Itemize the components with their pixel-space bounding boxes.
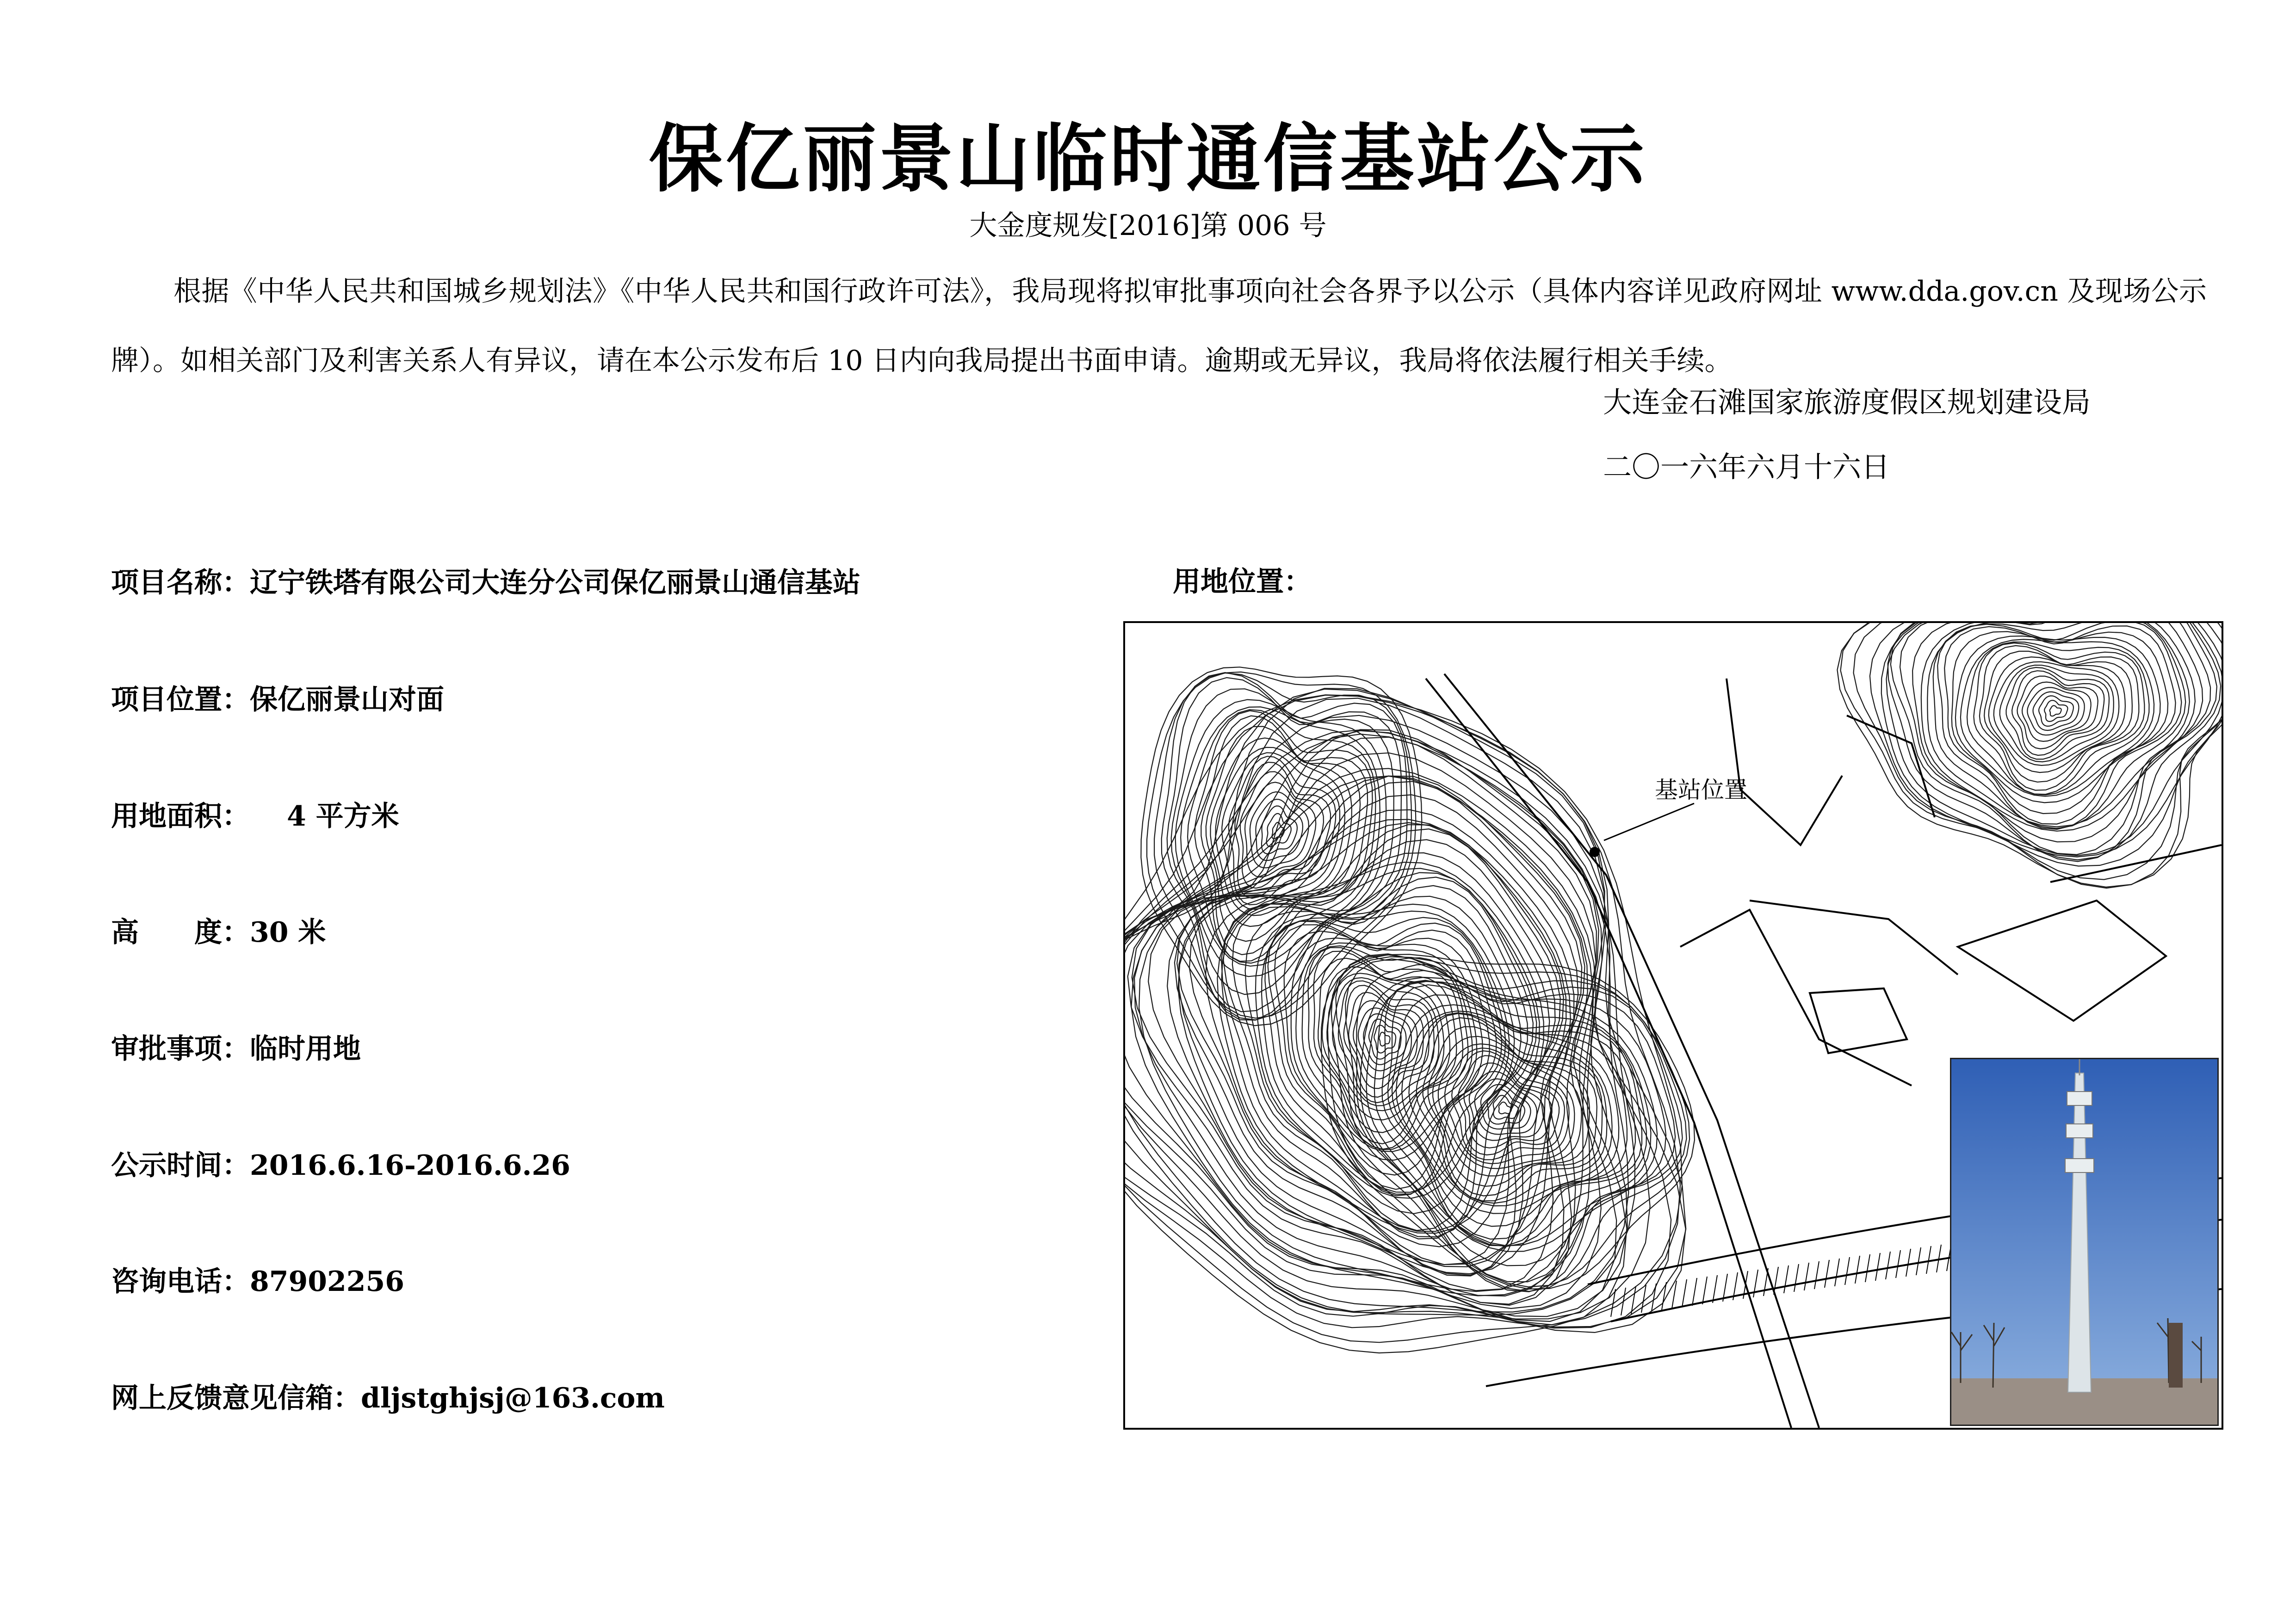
base-station-label: 基站位置 (1655, 777, 1747, 803)
road-hatch (1753, 1270, 1758, 1297)
road-hatch (1825, 1260, 1829, 1288)
road-hatch (1906, 1249, 1911, 1277)
info-value: 保亿丽景山对面 (250, 684, 444, 716)
notice-body: 根据《中华人民共和国城乡规划法》《中华人民共和国行政许可法》，我局现将拟审批事项向社会各界予以公示（具体内容详见政府网址 www.dda.gov.cn 及现场公示牌）。如相关部门及利害关系人有异议，请在本公示发布后 10 日内向我局提出书面申请。逾期或无异议，我局将依法履行相关手续。 (111, 275, 2207, 377)
info-publicity-period (111, 1143, 570, 1183)
contour-line (1125, 731, 1628, 1317)
issuing-authority: 大连金石滩国家旅游度假区规划建设局 (1603, 385, 2091, 419)
road-hatch (1855, 1256, 1860, 1284)
contour-line (2017, 676, 2098, 749)
info-label: 网上反馈意见信箱： (111, 1382, 361, 1414)
road-hatch (1764, 1268, 1768, 1296)
road-hatch (1692, 1278, 1697, 1306)
info-value: dljstghjsj@163.com (361, 1382, 665, 1414)
road-hatch (1875, 1253, 1880, 1281)
road-hatch (1641, 1285, 1646, 1313)
info-label: 公示时间： (111, 1149, 250, 1182)
contour-line (1891, 623, 2217, 862)
issue-date: 二〇一六年六月十六日 (1603, 450, 1890, 484)
road-hatch (1784, 1265, 1789, 1293)
info-approval-item (111, 1027, 361, 1067)
info-land-area (111, 794, 399, 834)
info-label: 高 度： (111, 916, 250, 949)
document-number: 大金度规发[2016]第 006 号 (969, 210, 1327, 242)
road-hatch (1845, 1257, 1850, 1285)
contour-line (1956, 636, 2160, 802)
road-hatch (1926, 1246, 1931, 1274)
info-phone (111, 1259, 404, 1299)
contour-line (1493, 1095, 1519, 1119)
road-hatch (1865, 1254, 1870, 1282)
road-hatch (1886, 1252, 1890, 1279)
info-label: 用地面积： (111, 800, 250, 833)
contour-line (1980, 646, 2139, 790)
tower-photo (1950, 1058, 2219, 1426)
info-value: 30 米 (250, 916, 326, 949)
info-value: 87902256 (250, 1265, 404, 1298)
contour-line (1267, 814, 1291, 847)
road-hatch (1662, 1282, 1666, 1310)
road-hatch (1621, 1288, 1626, 1315)
contour-line (2050, 706, 2061, 716)
road-hatch (1835, 1259, 1839, 1286)
road-hatch (1774, 1267, 1778, 1295)
site-location-label: 用地位置： (1173, 566, 1312, 598)
road-hatch (1682, 1279, 1687, 1307)
info-value: 4 平方米 (287, 800, 399, 833)
road-hatch (1794, 1264, 1799, 1292)
contour-line (2044, 700, 2067, 722)
contour-line (1148, 795, 1578, 1290)
contour-line (1232, 886, 1528, 1231)
info-value: 临时用地 (250, 1033, 361, 1065)
info-project-location (111, 678, 444, 717)
road-hatch (1804, 1263, 1809, 1290)
contour-line (2012, 671, 2104, 755)
info-label: 项目位置： (111, 684, 250, 716)
info-label: 审批事项： (111, 1033, 250, 1065)
info-feedback-email (111, 1376, 665, 1416)
sign-post (2169, 1323, 2183, 1388)
info-value: 2016.6.16-2016.6.26 (250, 1149, 570, 1182)
page-title: 保亿丽景山临时通信基站公示 (649, 116, 1647, 202)
road-hatch (1916, 1247, 1921, 1275)
road-hatch (1702, 1277, 1707, 1304)
road-hatch (1652, 1284, 1656, 1311)
info-label: 项目名称： (111, 567, 250, 599)
info-height (111, 910, 326, 950)
marker-leader-line (1604, 803, 1694, 840)
road-hatch (1814, 1261, 1819, 1289)
contour-line (1125, 730, 1627, 1325)
info-value: 辽宁铁塔有限公司大连分公司保亿丽景山通信基站 (250, 567, 860, 599)
contour-line (1154, 673, 1411, 1020)
contour-line (1392, 995, 1627, 1226)
info-project-name (111, 561, 860, 600)
info-label: 咨询电话： (111, 1265, 250, 1298)
contour-line (1125, 695, 1680, 1342)
road-hatch (1896, 1250, 1900, 1278)
base-station-marker (1590, 847, 1600, 857)
